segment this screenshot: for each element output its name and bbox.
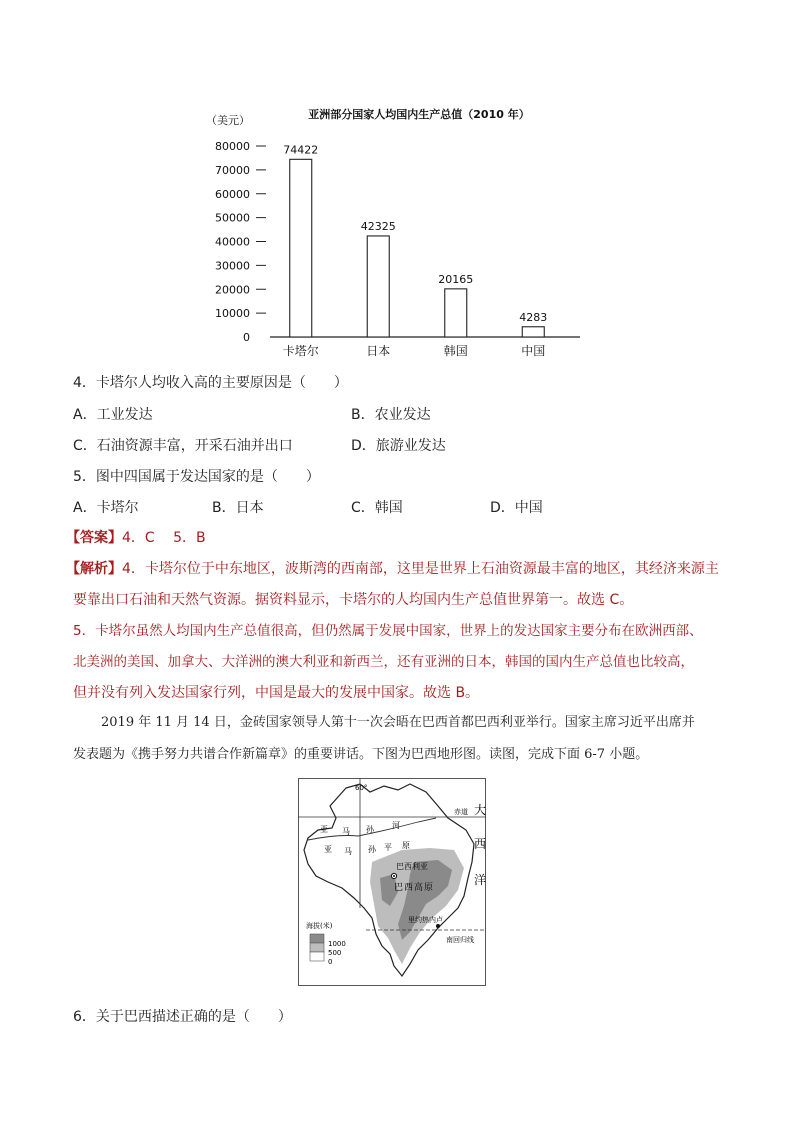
y-tick-label: 30000	[215, 259, 250, 273]
category-label: 韩国	[443, 344, 468, 358]
analysis-line-1	[66, 559, 719, 580]
q5-option-a: A．卡塔尔	[73, 500, 139, 516]
analysis-line-5: 但并没有列入发达国家行列，中国是最大的发展中国家。故选 B。	[73, 685, 480, 701]
gdp-bar-chart	[200, 100, 600, 365]
analysis-line-4: 北美洲的美国、加拿大、大洋洲的澳大利亚和新西兰，还有亚洲的日本，韩国的国内生产总值也比较高，	[73, 654, 694, 670]
map-label-char: 孙	[366, 825, 374, 834]
equator-label: 赤道	[454, 808, 468, 816]
y-axis-unit-label: （美元）	[206, 114, 250, 127]
analysis-label: 【解析】	[66, 561, 122, 577]
bar-value-label: 4283	[519, 310, 548, 324]
legend-title: 海拔(米)	[306, 922, 333, 930]
capital-dot-center	[393, 875, 395, 877]
q5-option-c: C．韩国	[351, 500, 403, 516]
intro-line-1: 2019 年 11 月 14 日，金砖国家领导人第十一次会晤在巴西首都巴西利亚举行。国家主席习近平出席并	[101, 715, 695, 730]
map-label-char: 西	[404, 883, 414, 893]
question-6-stem: 6．关于巴西描述正确的是（ ）	[73, 1009, 292, 1025]
y-tick-label: 40000	[215, 235, 250, 249]
analysis-text-1: 4．卡塔尔位于中东地区，波斯湾的西南部，这里是世界上石油资源最丰富的地区，其经济来源主	[122, 561, 719, 577]
map-label-char: 大	[474, 803, 487, 817]
answer-label: 【答案】	[66, 530, 122, 546]
category-label: 日本	[366, 344, 391, 358]
map-label-char: 原	[424, 883, 434, 893]
map-label-char: 西	[474, 837, 487, 851]
legend-value-1000: 1000	[328, 940, 346, 948]
brazil-topographic-map	[298, 778, 488, 988]
intro-line-2: 发表题为《携手努力共谱合作新篇章》的重要讲话。下图为巴西地形图。读图，完成下面 6-7 小题。	[73, 747, 649, 762]
legend-value-0: 0	[328, 958, 333, 966]
y-tick-label: 0	[243, 331, 250, 344]
map-label-char: 亚	[320, 825, 328, 834]
map-label-char: 河	[392, 821, 400, 830]
map-label-char: 孙	[368, 845, 376, 854]
q5-option-d: D．中国	[490, 500, 543, 516]
capital-label: 巴西利亚	[396, 862, 428, 871]
bar-value-label: 74422	[283, 143, 319, 157]
analysis-line-2: 要靠出口石油和天然气资源。据资料显示，卡塔尔的人均国内生产总值世界第一。故选 C。	[73, 592, 634, 608]
atlantic-ocean-label	[474, 802, 486, 887]
map-label-char: 平	[384, 843, 392, 852]
legend-swatch-high	[310, 934, 324, 943]
rio-dot	[436, 924, 440, 928]
map-label-char: 亚	[324, 845, 332, 854]
legend-value-500: 500	[328, 949, 342, 957]
question-5-stem: 5．图中四国属于发达国家的是（ ）	[73, 469, 320, 485]
bar	[290, 159, 312, 337]
y-tick-label: 60000	[215, 187, 250, 201]
analysis-line-3: 5．卡塔尔虽然人均国内生产总值很高，但仍然属于发展中国家，世界上的发达国家主要分布在欧洲西部、	[73, 623, 703, 639]
bar-value-label: 20165	[438, 272, 474, 286]
legend-swatch-low	[310, 952, 324, 961]
rio-label: 里约热内卢	[408, 916, 443, 924]
map-label-char: 原	[402, 841, 410, 850]
plateau-label	[394, 881, 433, 893]
answer-block	[66, 528, 206, 549]
legend-swatch-mid	[310, 943, 324, 952]
map-label-char: 巴	[394, 883, 404, 893]
y-tick-label: 20000	[215, 283, 250, 297]
q5-option-b: B．日本	[212, 500, 264, 516]
q4-option-d: D．旅游业发达	[351, 438, 446, 454]
q4-option-a: A．工业发达	[73, 407, 153, 423]
chart-title: 亚洲部分国家人均国内生产总值（2010 年）	[308, 108, 530, 121]
q4-option-b: B．农业发达	[351, 407, 431, 423]
category-label: 卡塔尔	[282, 344, 319, 358]
y-tick-label: 10000	[215, 307, 250, 321]
map-label-char: 洋	[474, 873, 487, 887]
q4-option-c: C．石油资源丰富，开采石油并出口	[73, 438, 293, 454]
map-label-char: 马	[342, 827, 350, 836]
tropic-label: 南回归线	[446, 936, 474, 944]
answer-text: 4．C 5．B	[122, 530, 206, 546]
y-tick-label: 50000	[215, 211, 250, 225]
meridian-label: 60°	[355, 784, 368, 792]
question-4-stem: 4．卡塔尔人均收入高的主要原因是（ ）	[73, 375, 348, 391]
bar	[367, 236, 389, 337]
bar-value-label: 42325	[360, 219, 396, 233]
bar	[445, 289, 467, 337]
map-label-char: 高	[414, 883, 424, 893]
category-label: 中国	[521, 344, 546, 358]
y-tick-label: 70000	[215, 163, 250, 177]
y-tick-label: 80000	[215, 140, 250, 153]
bar	[522, 327, 544, 337]
map-label-char: 马	[344, 847, 352, 856]
